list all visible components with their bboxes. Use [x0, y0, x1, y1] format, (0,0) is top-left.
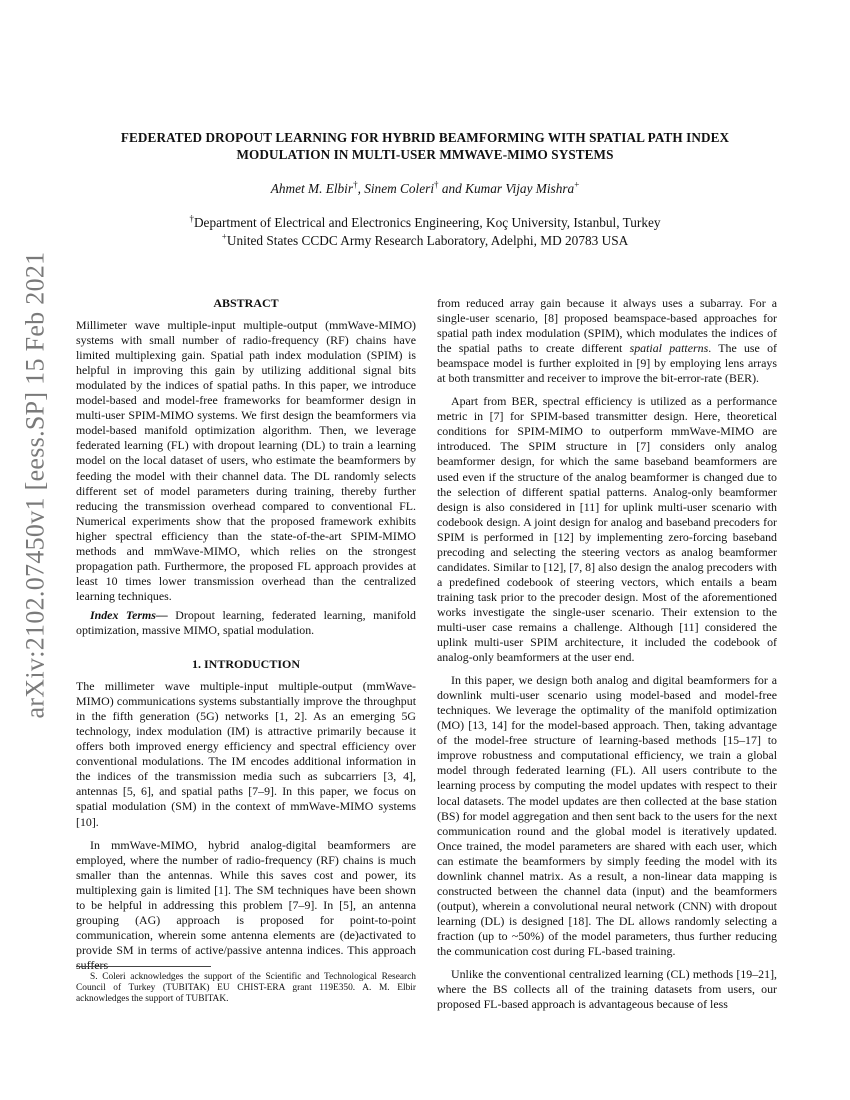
author-list: Ahmet M. Elbir†, Sinem Coleri† and Kumar Vijay Mishra+: [270, 179, 580, 196]
emphasis-spatial-patterns: spatial patterns: [629, 341, 709, 356]
affil-mark-plus-1: +: [574, 179, 580, 190]
right-paragraph-2: Apart from BER, spectral efficiency is utilized as a performance metric in [7] for SPIM-based transmitter design. Here, theoretical conditions for SPIM-MIMO to outperform mmWave-MIMO are introduced. The SPIM structure in [7] considers only analog beamformer design, for which the same baseband beamformers are used even if the structure of the analog beamformer is changed due to the selection of different spatial patterns. Analog-only beamformer design is also considered in [11] for uplink multi-user scenario with codebook design. A joint design for analog and baseband precoders for SPIM is performed in [12] by implementing zero-forcing baseband precoding and selecting the steering vectors as analog beamformer candidates. Similar to [12], [7, 8] also design the analog precoders with a predefined codebook of steering vectors, which entails a beam training task prior to the precoder design. Most of the aforementioned works investigate the single-user scenario. Their extension to the multi-user case remains a challenge. Although [11] considered the uplink multi-user SPIM architecture, it included the codebook of analog-only beamformers at the user end.: [437, 394, 777, 665]
arxiv-identifier-stamp: [14, 251, 56, 719]
affil-mark-dagger-1: †: [353, 179, 358, 190]
footnote-rule: [76, 966, 211, 967]
arxiv-id-text: arXiv:2102.07450v1 [eess.SP] 15 Feb 2021: [20, 251, 50, 719]
footnote: [76, 966, 416, 1006]
right-column: [437, 296, 777, 1012]
right-paragraph-1: from reduced array gain because it always uses a subarray. For a single-user scenario, [8] proposed beamspace-based approaches for spatial path index modulation (SPIM), which modulates the indices of the spatial paths to create different spatial patterns. The use of beamspace model is further exploited in [9] by employing lens arrays at both transmitter and receiver to improve the bit-error-rate (BER).: [437, 296, 778, 386]
paper-title: [100, 129, 750, 163]
author-mishra: Kumar Vijay Mishra: [465, 181, 575, 196]
affiliation-koc: †Department of Electrical and Electronics Engineering, Koç University, Istanbul, Turkey: [189, 213, 661, 230]
author-elbir: Ahmet M. Elbir: [270, 181, 354, 196]
abstract-text: Millimeter wave multiple-input multiple-output (mmWave-MIMO) systems with small number of radio-frequency (RF) chains have limited multiplexing gain. Spatial path index modulation (SPIM) is helpful in improving this gain by utilizing additional signal bits modulated by the indices of spatial paths. In this paper, we introduce model-based and model-free frameworks for beamformer design in multi-user SPIM-MIMO systems. We first design the beamformers via model-based manifold optimization algorithm. Then, we leverage federated learning (FL) with dropout learning (DL) to train a learning model on the local dataset of users, who estimate the beamformers by feeding the model with their channel data. The DL randomly selects different set of model parameters during training, thereby further reducing the transmission overhead compared to conventional FL. Numerical experiments show that the proposed framework exhibits higher spectral efficiency than the state-of-the-art SPIM-MIMO methods and mmWave-MIMO, which relies on the strongest propagation path. Furthermore, the proposed FL approach provides at least 10 times lower transmission overhead than the centralized learning techniques.: [76, 318, 416, 603]
affil-mark-dagger-2: †: [434, 179, 439, 190]
abstract-heading: ABSTRACT: [213, 296, 279, 310]
intro-paragraph-2: In mmWave-MIMO, hybrid analog-digital beamformers are employed, where the number of radio-frequency (RF) chains is much smaller than the antennas. While this saves cost and power, its multiplexing gain is limited [1]. The SM techniques have been shown to be helpful in addressing this problem [7–9]. In [5], an antenna grouping (AG) approach is proposed for point-to-point communication, wherein some antenna elements are (de)activated to provide SM in terms of active/passive antenna indices. This approach suffers: [76, 837, 416, 972]
left-column: [76, 296, 416, 973]
author-coleri: Sinem Coleri: [364, 181, 435, 196]
right-paragraph-3: In this paper, we design both analog and digital beamformers for a downlink multi-user scenario using model-based and model-free techniques. We leverage the optimality of the manifold optimization (MO) [13, 14] for the model-based approach. Then, taking advantage of the model-free structure of learning-based methods [15–17] to improve robustness and computational efficiency, we train a global model through federated learning (FL). All users contribute to the learning process by computing the model updates with respect to their local datasets. The model updates are then collected at the base station (BS) for model aggregation and then sent back to the users for the next communication round and the global model is iteratively updated. Once trained, the model parameters are shared with each user, which can estimate the beamformers by simply feeding the model with its downlink channel matrix. As a result, a non-linear data mapping is constructed between the channel data (input) and the beamformers (output), wherein a convolutional neural network (CNN) with dropout learning (DL) is designed [18]. The DL allows randomly selecting a fraction (up to ~50%) of the model parameters, thus further reducing the communication cost during FL-based training.: [437, 673, 777, 958]
index-terms-text: Dropout learning, federated learning, manifold optimization, massive MIMO, spatial modulation.: [76, 607, 416, 637]
right-paragraph-4: Unlike the conventional centralized learning (CL) methods [19–21], where the BS collects all of the training datasets from users, our proposed FL-based approach is advantageous because of less: [437, 967, 777, 1012]
index-terms: [76, 608, 416, 638]
title-line-2: MODULATION IN MULTI-USER MMWAVE-MIMO SYSTEMS: [236, 147, 614, 162]
affiliations: [100, 214, 750, 250]
index-terms-label: Index Terms—: [90, 607, 168, 622]
affiliation-arl: +United States CCDC Army Research Laboratory, Adelphi, MD 20783 USA: [221, 231, 629, 248]
intro-paragraph-1: The millimeter wave multiple-input multiple-output (mmWave-MIMO) communications systems substantially improve the throughput in the fifth generation (5G) networks [1, 2]. As an emerging 5G technology, index modulation (IM) is attractive primarily because it offers both improved energy efficiency and spectral efficiency over conventional modulations. The IM encodes additional information in the indices of the transmission media such as subcarriers [3, 4], antennas [5, 6], and spatial paths [7–9]. In this paper, we focus on spatial modulation (SM) in the context of mmWave-MIMO systems [10].: [76, 679, 416, 829]
introduction-heading: 1. INTRODUCTION: [191, 657, 300, 672]
footnote-text: S. Coleri acknowledges the support of the Scientific and Technological Research Council of Turkey (TUBITAK) EU CHIST-ERA grant 119E350. A. M. Elbir acknowledges the support of TUBITAK.: [76, 972, 416, 1005]
title-line-1: FEDERATED DROPOUT LEARNING FOR HYBRID BEAMFORMING WITH SPATIAL PATH INDEX: [120, 130, 730, 145]
